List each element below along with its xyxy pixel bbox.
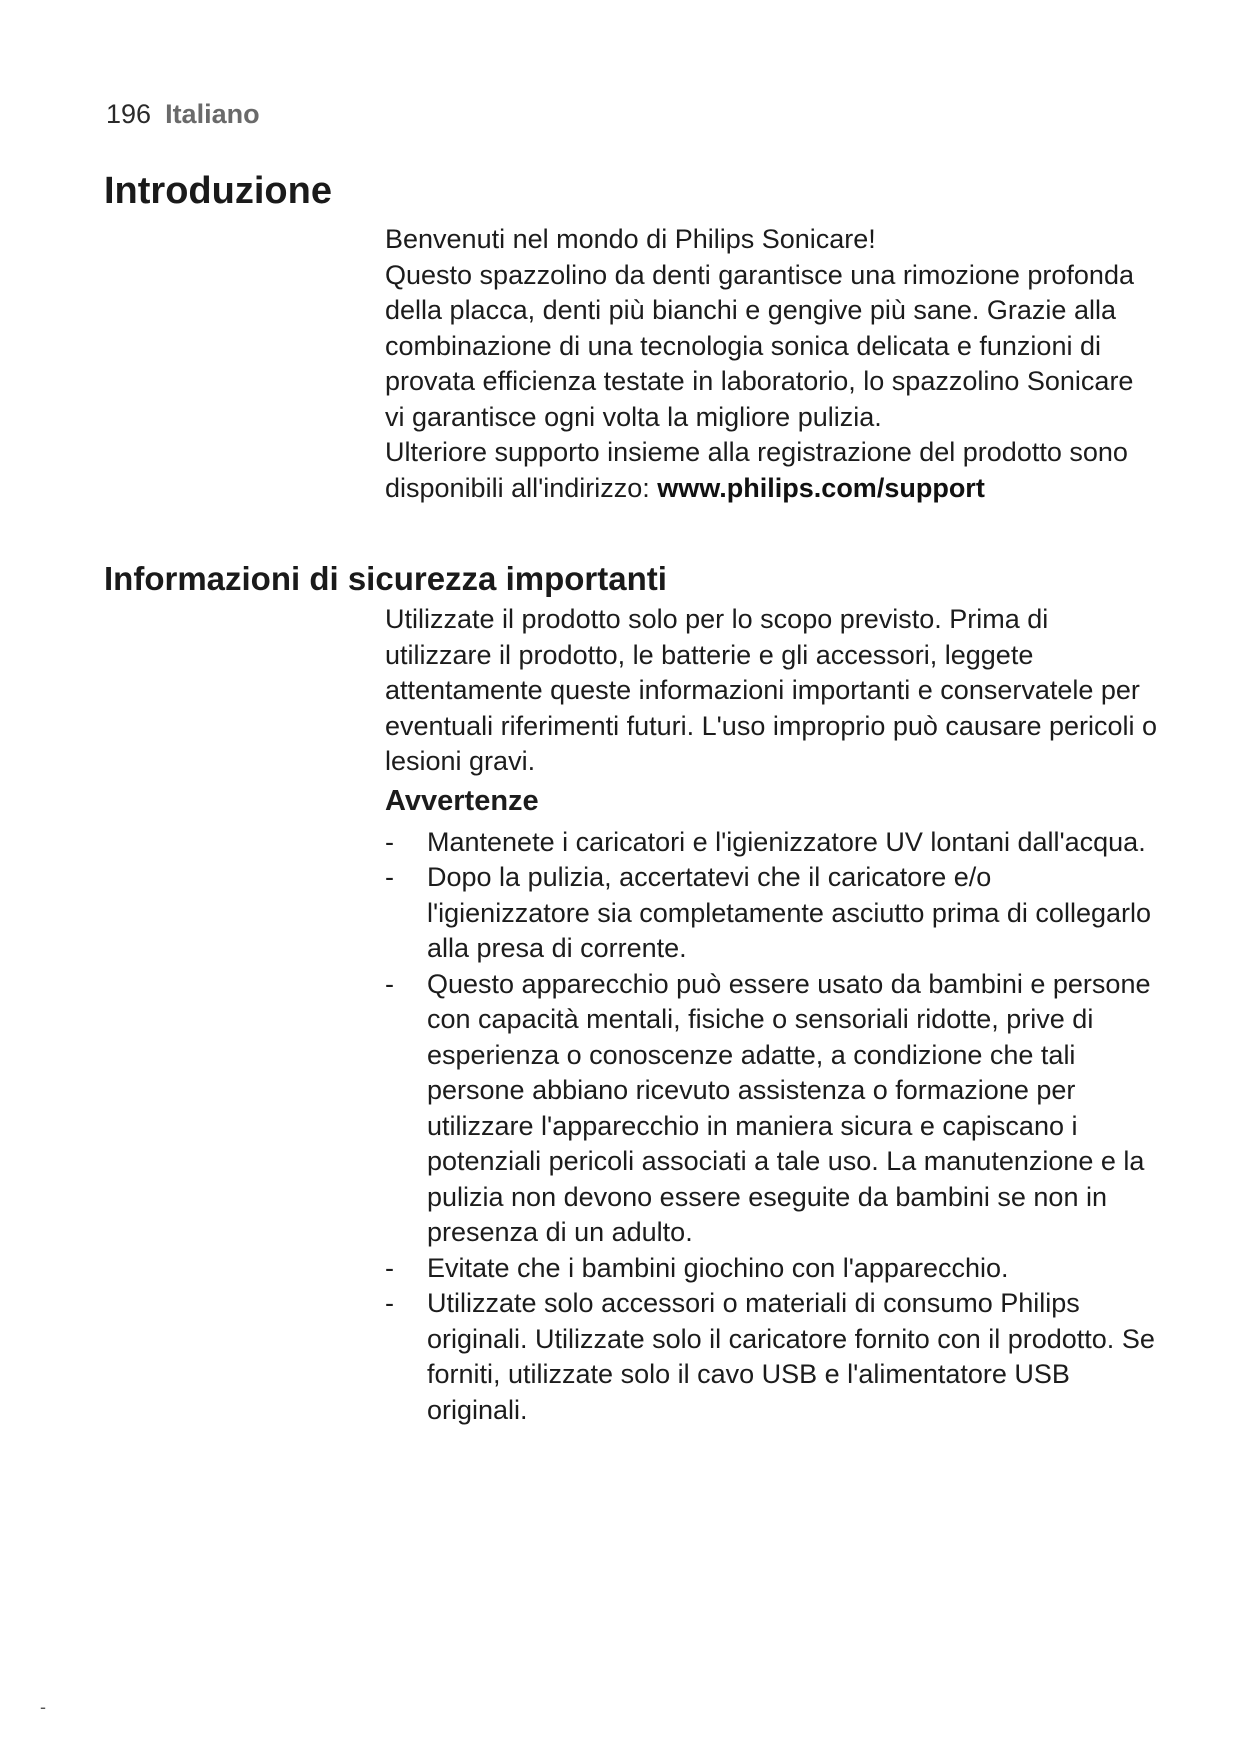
- safety-paragraph: Utilizzate il prodotto solo per lo scopo previsto. Prima di utilizzare il prodotto, le batterie e gli accessori, leggete attentamente queste informazioni importanti e conservatele per eventuali riferimenti futuri. L'uso improprio può causare pericoli o lesioni gravi.: [385, 604, 1158, 776]
- warning-item: [385, 1251, 1160, 1287]
- introduction-title: Introduzione: [104, 170, 332, 212]
- language-label: Italiano: [165, 99, 260, 129]
- warning-text: Evitate che i bambini giochino con l'apparecchio.: [427, 1252, 1009, 1283]
- warning-text: Dopo la pulizia, accertatevi che il caricatore e/o l'igienizzatore sia completamente asciutto prima di collegarlo alla presa di corrente.: [427, 862, 1152, 963]
- warning-item: [385, 967, 1160, 1251]
- dash-bullet: -: [385, 862, 394, 892]
- warning-text: Questo apparecchio può essere usato da bambini e persone con capacità mentali, fisiche o sensoriali ridotte, prive di esperienza o conoscenze adatte, a condizione che tali persone abbiano ricevuto assistenza o formazione per utilizzare l'apparecchio in maniera sicura e capiscano i potenziali pericoli associati a tale uso. La manutenzione e la pulizia non devono essere eseguite da bambini se non in presenza di un adulto.: [427, 968, 1151, 1247]
- page-number: 196: [106, 99, 152, 129]
- dash-bullet: -: [385, 1288, 394, 1318]
- introduction-paragraph-support: [385, 435, 1160, 506]
- page-header: [106, 99, 260, 130]
- warning-item: [385, 860, 1160, 967]
- introduction-paragraph-welcome: Benvenuti nel mondo di Philips Sonicare!: [385, 224, 876, 254]
- warnings-list: [385, 825, 1160, 1429]
- support-url-link[interactable]: www.philips.com/support: [657, 472, 985, 503]
- introduction-body: [385, 222, 1160, 506]
- dash-bullet: -: [385, 1252, 394, 1283]
- safety-title: Informazioni di sicurezza importanti: [104, 560, 667, 597]
- corner-mark: -: [40, 1697, 46, 1717]
- warning-item: [385, 825, 1160, 861]
- warnings-title: Avvertenze: [385, 784, 539, 817]
- warning-text: Mantenete i caricatori e l'igienizzatore UV lontani dall'acqua.: [427, 826, 1146, 857]
- warning-text: Utilizzate solo accessori o materiali di consumo Philips originali. Utilizzate solo il caricatore fornito con il prodotto. Se forniti, utilizzate solo il cavo USB e l'alimentatore USB originali.: [427, 1288, 1155, 1425]
- warning-item: [385, 1286, 1160, 1428]
- introduction-paragraph-description: Questo spazzolino da denti garantisce una rimozione profonda della placca, denti più bianchi e gengive più sane. Grazie alla combinazione di una tecnologia sonica delicata e funzioni di provata efficienza testate in laboratorio, lo spazzolino Sonicare vi garantisce ogni volta la migliore pulizia.: [385, 259, 1134, 432]
- dash-bullet: -: [385, 968, 394, 999]
- safety-body: [385, 602, 1160, 1428]
- support-text: Ulteriore supporto insieme alla registrazione del prodotto sono disponibili all'indirizzo:: [385, 437, 1128, 503]
- dash-bullet: -: [385, 826, 394, 857]
